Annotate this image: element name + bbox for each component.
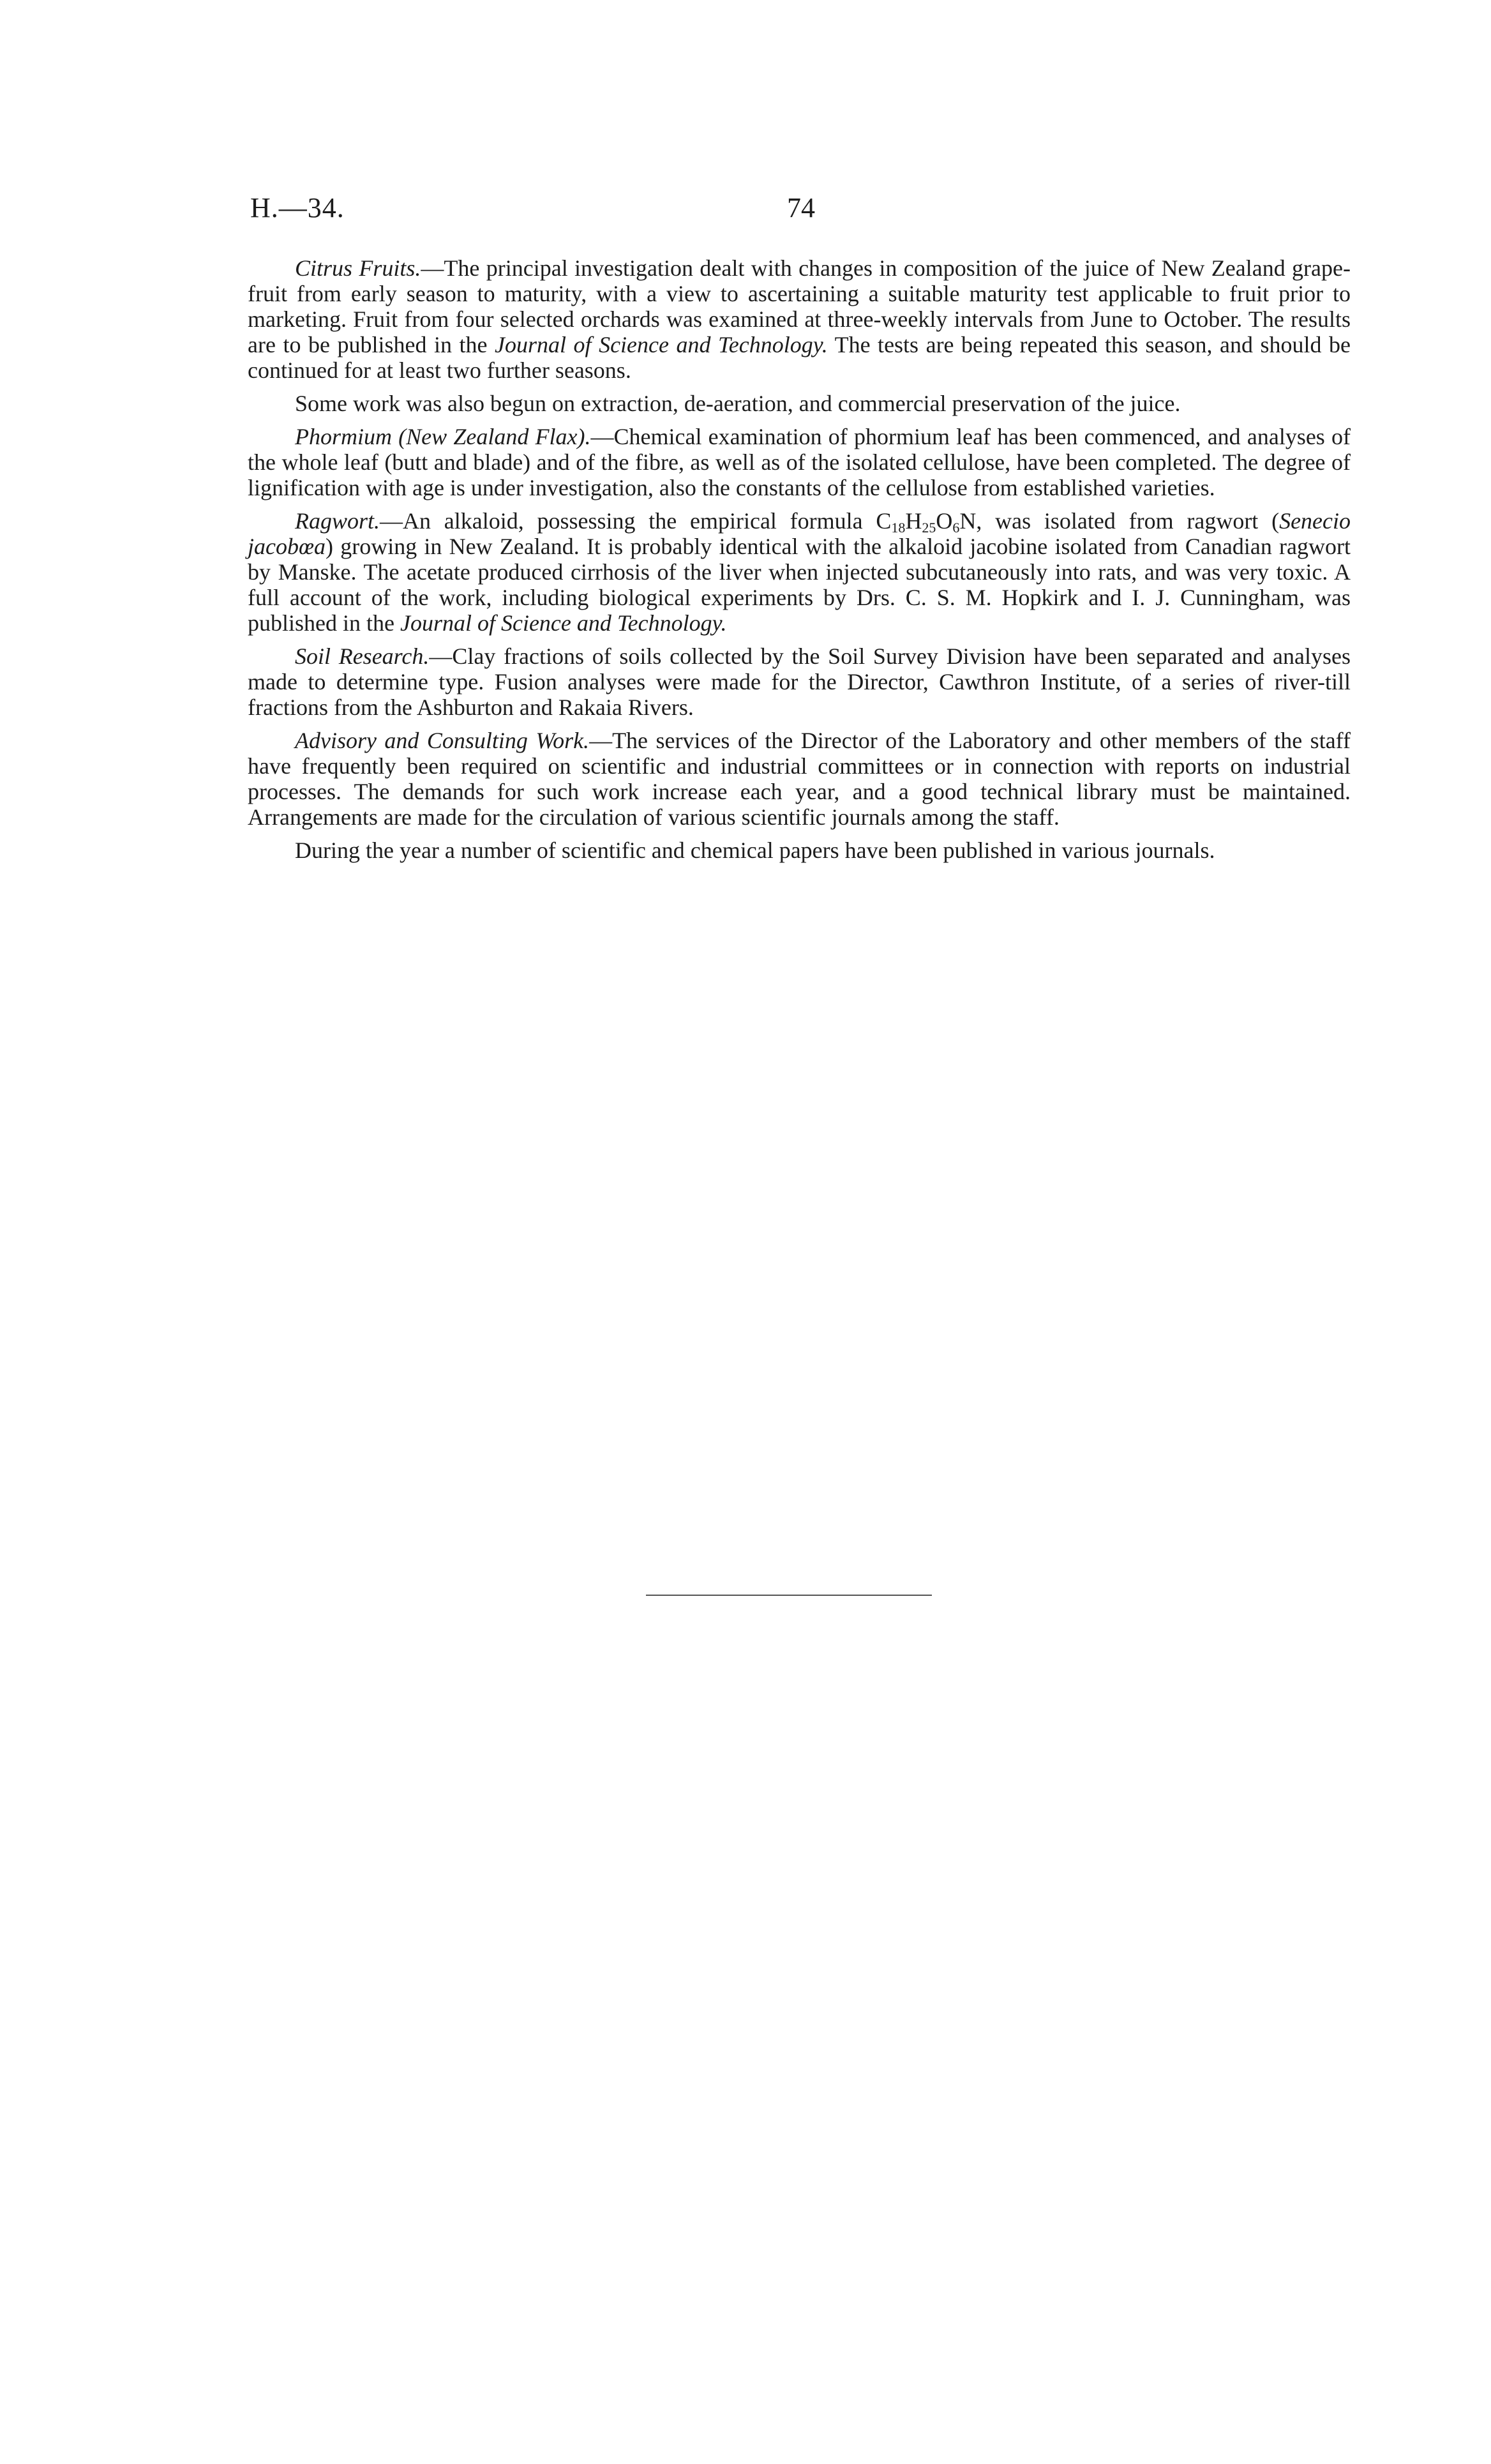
citrus-text-part-1: —The principal investigation dealt with changes in composition of the juice of New Zealand grape-fruit from early season to maturity, with a view to ascertaining a suitable maturity test applicable to fruit prior to marketing. Fruit from four selected orchards was examined at three-weekly intervals from June to October. The results are to be published in the <box>248 255 1351 357</box>
formula-o: O <box>936 508 953 534</box>
heading-soil-research: Soil Research. <box>295 643 430 669</box>
ragwort-text-part-1: —An alkaloid, possessing the empirical formula C <box>380 508 892 534</box>
ragwort-text-part-2: , was isolated from ragwort ( <box>976 508 1280 534</box>
paragraph-soil-research <box>248 643 1351 720</box>
formula-subscript-o: 6 <box>952 520 960 536</box>
paragraph-ragwort <box>248 508 1351 636</box>
ragwort-text-part-3: ) growing in New Zealand. It is probably identical with the alkaloid jacobine isolated from Canadian ragwort by Manske. The acetate produced cirrhosis of the liver when injected subcutaneously into rats, and was very toxic. A full account of the work, including biological experiments by Drs. C. S. M. Hopkirk and I. J. Cunningham, was published in the <box>248 534 1351 636</box>
journal-title: Journal of Science and Technology. <box>400 610 727 636</box>
formula-h: H <box>905 508 922 534</box>
citrus-text-part-2: The tests are being repeated this season, and should be continued for at least two further seasons. <box>248 332 1351 383</box>
heading-phormium: Phormium (New Zealand Flax). <box>295 424 591 449</box>
page-header <box>250 192 1352 230</box>
paragraph-advisory <box>248 728 1351 830</box>
papers-text: During the year a number of scientific and chemical papers have been published in various journals. <box>295 838 1215 863</box>
paragraph-juice <box>248 391 1351 416</box>
formula-subscript-c: 18 <box>891 520 906 536</box>
section-end-rule <box>646 1595 932 1596</box>
heading-citrus-fruits: Citrus Fruits. <box>295 255 421 281</box>
body-text <box>248 255 1351 871</box>
journal-title: Journal of Science and Technology. <box>495 332 828 357</box>
advisory-text: —The services of the Director of the Laboratory and other members of the staff have frequently been required on scientific and industrial committees or in connection with reports on industrial processes. The demands for such work increase each year, and a good technical library must be maintained. Arrangements are made for the circulation of various scientific journals among the staff. <box>248 728 1351 830</box>
paragraph-papers <box>248 838 1351 863</box>
page-number: 74 <box>787 192 815 223</box>
formula-n: N <box>959 508 977 534</box>
formula-subscript-h: 25 <box>922 520 936 536</box>
paragraph-citrus-fruits <box>248 255 1351 383</box>
document-reference: H.—34. <box>250 192 345 223</box>
heading-ragwort: Ragwort. <box>295 508 380 534</box>
juice-text: Some work was also begun on extraction, de-aeration, and commercial preservation of the juice. <box>295 391 1181 416</box>
heading-advisory: Advisory and Consulting Work. <box>295 728 590 753</box>
species-name: Senecio jacobœa <box>248 508 1351 559</box>
phormium-text: —Chemical examination of phormium leaf has been commenced, and analyses of the whole leaf (butt and blade) and of the fibre, as well as of the isolated cellulose, have been completed. The degree of lignification with age is under investigation, also the constants of the cellulose from established varieties. <box>248 424 1351 500</box>
soil-text: —Clay fractions of soils collected by the Soil Survey Division have been separated and analyses made to determine type. Fusion analyses were made for the Director, Cawthron Institute, of a series of river-till fractions from the Ashburton and Rakaia Rivers. <box>248 643 1351 720</box>
paragraph-phormium <box>248 424 1351 500</box>
